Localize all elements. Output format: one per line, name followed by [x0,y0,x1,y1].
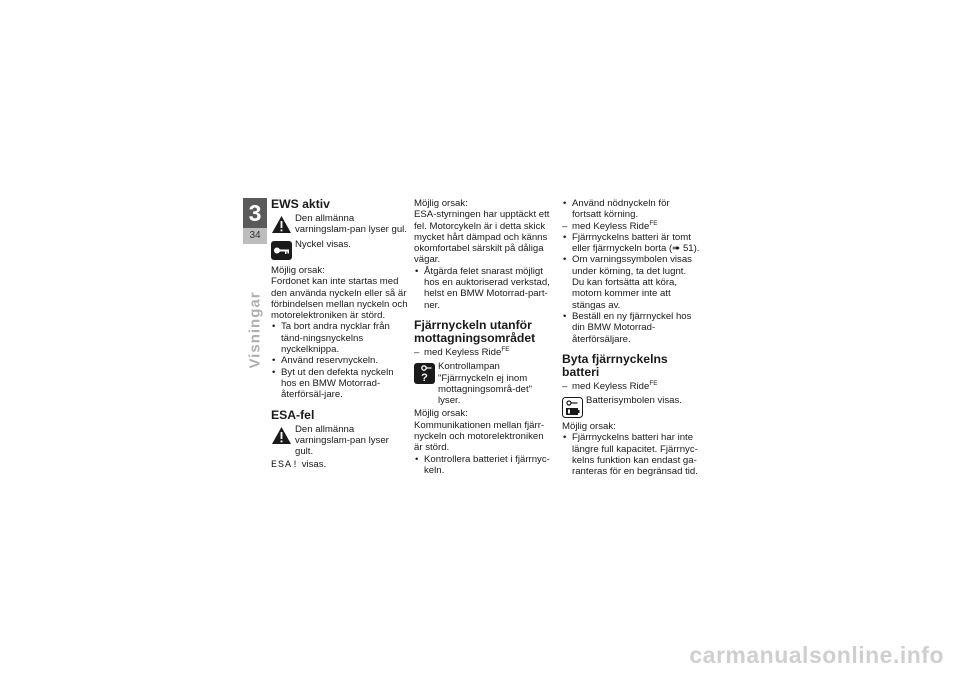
column-3 [562,198,700,478]
list-item: • Beställ en ny fjärrnyckel hos din BMW Motorrad-återförsäljare. [562,311,700,345]
keyless-actions-list [562,232,700,345]
esa-heading: ESA-fel [271,407,315,422]
cause-text: ESA-styrningen har upptäckt ett fel. Motorcykeln är i detta skick mycket hårt dämpad och känns okomfortabel särskilt på dåliga vägar. [414,209,550,266]
esa-warning-row [271,424,409,458]
ews-key-text: Nyckel visas. [295,239,351,250]
list-item: • Ta bort andra nycklar från tänd-ningsnyckelns nyckelknippa. [271,321,409,355]
remote-key-lamp-text: Kontrollampan "Fjärrnyckeln ej inom mottagningsområ-det" lyser. [438,361,533,407]
esa-visas-text: visas. [301,459,327,471]
list-item: • Åtgärda felet snarast möjligt hos en auktoriserad verkstad, helst en BMW Motorrad-part-ner. [414,266,552,311]
list-item: • Använd reservnyckeln. [271,355,409,366]
battery-symbol-row [562,395,700,419]
emergency-key-list [562,198,700,221]
list-item: • Kontrollera batteriet i fjärrnyc-keln. [414,454,552,477]
esa-display-row [271,459,409,471]
chapter-tab: 3 [243,198,267,228]
ews-warning-text: Den allmänna varningslam-pan lyser gul. [295,213,407,236]
cause-label: Möjlig orsak: [271,265,325,276]
esa-actions-list [414,266,552,311]
list-item: • Byt ut den defekta nyckeln hos en BMW Motorrad-återförsäl-jare. [271,367,409,401]
cause-label: Möjlig orsak: [414,408,468,420]
esa-warning-text: Den allmänna varningslam-pan lyser gult. [295,423,389,458]
keyless-ride-note: – med Keyless Ride$^{FE}$ [562,221,700,232]
keyless-ride-note: – med Keyless Ride$^{FE}$ [414,347,552,358]
column-1 [271,198,409,472]
esa-display-symbol: ESA! [271,460,300,472]
column-2 [414,198,552,476]
page-number: 34 [243,228,267,244]
section-side-label: Visningar [246,291,264,369]
svg-text:?: ? [421,372,428,385]
battery-symbol-text: Batterisymbolen visas. [586,395,682,407]
battery-heading: Byta fjärrnyckelns batteri [562,351,668,379]
warning-triangle-icon [271,426,292,445]
out-of-range-heading: Fjärrnyckeln utanför mottagningsområdet [414,317,536,345]
cause-label: Möjlig orsak: [562,421,616,433]
list-item: • Om varningssymbolen visas under körning, ta det lugnt. Du kan fortsätta att köra, motorn kommer inte att stängas av. [562,254,700,310]
cause-text: Kommunikationen mellan fjärr-nyckeln och motorelektroniken är störd. [414,419,545,454]
ews-heading: EWS aktiv [271,197,330,211]
ews-warning-row [271,213,409,237]
cause-label: Möjlig orsak: [414,198,468,209]
remote-key-actions-list [414,454,552,477]
watermark-text: carmanualsonline.info [689,642,944,668]
cause-text: Fordonet kan inte startas med den använda nyckeln eller så är förbindelsen mellan nyckeln och motorelektroniken är störd. [271,276,408,322]
battery-cause-list [562,432,700,477]
warning-triangle-icon [271,215,292,234]
key-battery-icon [562,397,583,418]
list-item: • Fjärrnyckelns batteri har inte längre full kapacitet. Fjärrnyc-kelns funktion kan endast ga-ranteras för en begränsad tid. [562,432,700,477]
remote-key-question-icon [414,363,435,384]
list-item: • Fjärrnyckelns batteri är tomt eller fjärrnyckeln borta (➠ 51). [562,232,700,255]
ews-actions-list [271,321,409,400]
key-icon [271,241,292,260]
ews-key-row [271,239,409,263]
remote-key-lamp-row [414,361,552,406]
keyless-ride-note: – med Keyless Ride$^{FE}$ [562,381,700,392]
list-item: • Använd nödnyckeln för fortsatt körning. [562,198,700,221]
